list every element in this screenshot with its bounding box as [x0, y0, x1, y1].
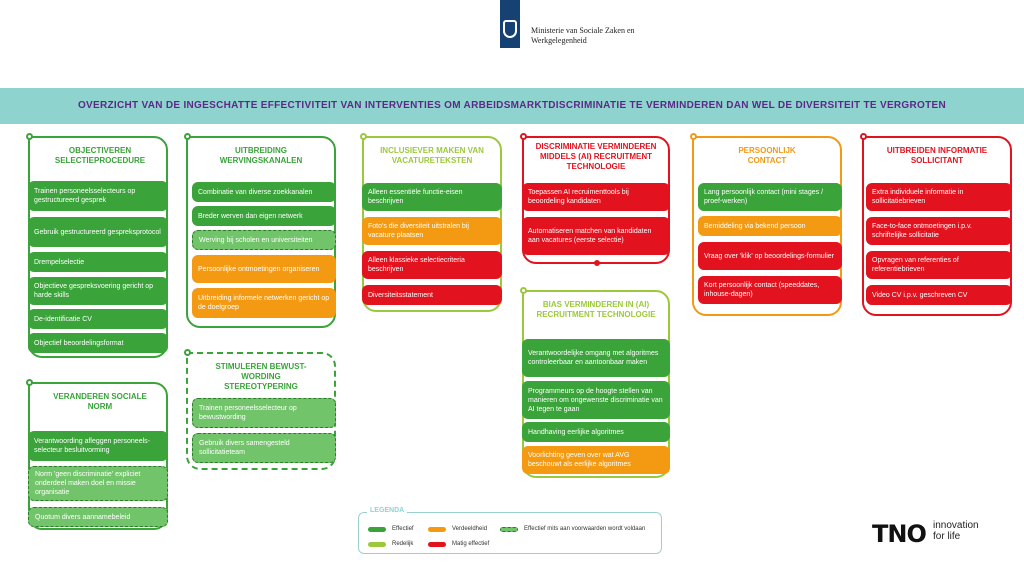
intervention-box: Lang persoonlijk contact (mini stages / proef-werken)	[698, 183, 842, 211]
intervention-box: Alleen essentiële functie-eisen beschrijven	[362, 183, 502, 211]
group-title-ai-discriminatie: DISCRIMINATIE VERMINDEREN MIDDELS (AI) RECRUITMENT TECHNOLOGIE	[535, 142, 657, 171]
frame-dot	[184, 133, 191, 140]
intervention-box: Programmeurs op de hoogte stellen van manieren om ongewenste discriminatie van AI tegen te gaan	[522, 381, 670, 419]
legend-label-matig: Matig effectief	[452, 541, 490, 547]
intervention-box: Objectief beoordelingsformat	[28, 333, 168, 353]
intervention-box: Opvragen van referenties of referentiebrieven	[866, 251, 1012, 279]
intervention-box: Breder werven dan eigen netwerk	[192, 206, 336, 226]
tno-tagline	[933, 520, 979, 542]
intervention-box: Toepassen AI recruimenttools bij beoordeling kandidaten	[522, 183, 670, 211]
intervention-box: Drempelselectie	[28, 252, 168, 272]
frame-dot	[26, 379, 33, 386]
intervention-box: Combinatie van diverse zoekkanalen	[192, 182, 336, 202]
intervention-box: Handhaving eerlijke algoritmes	[522, 422, 670, 442]
legend-swatch-verdeeldheid	[428, 527, 446, 532]
frame-dot	[520, 133, 527, 140]
intervention-box: Video CV i.p.v. geschreven CV	[866, 285, 1012, 305]
group-title-vacatureteksten: INCLUSIEVER MAKEN VAN VACATURETEKSTEN	[380, 146, 484, 165]
intervention-box: Diversiteitsstatement	[362, 285, 502, 305]
group-title-persoonlijk-contact: PERSOONLIJK CONTACT	[738, 146, 796, 165]
intervention-box: Gebruik gestructureerd gespreksprotocol	[28, 217, 168, 247]
legend-swatch-matig	[428, 542, 446, 547]
group-title-wervingskanalen: UITBREIDING WERVINGSKANALEN	[219, 146, 303, 165]
legend-swatch-redelijk	[368, 542, 386, 547]
intervention-box: Quotum divers aannamebeleid	[28, 507, 168, 527]
crest-icon	[503, 20, 517, 38]
intervention-box: Werving bij scholen en universiteiten	[192, 230, 336, 250]
group-title-objectiveren: OBJECTIVEREN SELECTIEPROCEDURE	[54, 146, 146, 165]
intervention-box: Verantwoording afleggen personeels-selecteur besluitvorming	[28, 431, 168, 461]
legend-label-effectief: Effectief	[392, 526, 414, 532]
intervention-box: Trainen personeelsselecteur op bewustwording	[192, 398, 336, 428]
banner-title: OVERZICHT VAN DE INGESCHATTE EFFECTIVITEIT VAN INTERVENTIES OM ARBEIDSMARKTDISCRIMINATIE TE VERMINDEREN DAN WEL DE DIVERSITEIT TE VERGROTEN	[77, 100, 947, 111]
ministry-line-1: Ministerie van Sociale Zaken en	[531, 26, 635, 35]
intervention-box: Vraag over 'klik' op beoordelings-formulier	[698, 242, 842, 270]
intervention-box: Uitbreiding informele netwerken gericht op de doelgroep	[192, 288, 336, 318]
ministry-name	[531, 26, 651, 46]
legend-swatch-effectief	[368, 527, 386, 532]
legend-label-redelijk: Redelijk	[392, 541, 414, 547]
frame-dot	[690, 133, 697, 140]
intervention-box: Gebruik divers samengesteld sollicitatieteam	[192, 433, 336, 463]
ministry-line-2: Werkgelegenheid	[531, 36, 587, 45]
frame-dot	[184, 349, 191, 356]
tagline-line-1: innovation	[933, 520, 979, 531]
legend-label-mits: Effectief mits aan voorwaarden wordt voldaan	[524, 526, 646, 532]
legend-box	[358, 512, 662, 554]
intervention-box: Face-to-face ontmoetingen i.p.v. schriftelijke sollicitatie	[866, 217, 1012, 245]
group-title-sociale-norm: VERANDEREN SOCIALE NORM	[53, 392, 147, 411]
tno-logo: TNO	[872, 520, 926, 548]
intervention-box: Persoonlijke ontmoetingen organiseren	[192, 255, 336, 283]
intervention-box: Alleen klassieke selectiecriteria beschrijven	[362, 251, 502, 279]
intervention-box: Voorlichting geven over wat AVG beschouwt als eerlijke algoritmes	[522, 446, 670, 474]
tagline-line-2: for life	[933, 531, 961, 542]
intervention-box: Norm 'geen discriminatie' expliciet onderdeel maken doel en missie organisatie	[28, 466, 168, 501]
frame-dot	[860, 133, 867, 140]
group-title-informatie-sollicitant: UITBREIDEN INFORMATIE SOLLICITANT	[886, 146, 988, 165]
intervention-box: Bemiddeling via bekend persoon	[698, 216, 842, 236]
frame-dot	[26, 133, 33, 140]
intervention-box: Verantwoordelijke omgang met algoritmes controleerbaar en aantoonbaar maken	[522, 339, 670, 377]
frame-end-dot	[594, 260, 600, 266]
frame-dot	[520, 287, 527, 294]
group-title-bias-ai: BIAS VERMINDEREN IN (AI) RECRUITMENT TECHNOLOGIE	[536, 300, 656, 319]
intervention-box: Foto's die diversiteit uitstralen bij vacature plaatsen	[362, 217, 502, 245]
intervention-box: Extra individuele informatie in sollicitatiebrieven	[866, 183, 1012, 211]
intervention-box: Kort persoonlijk contact (speeddates, inhouse-dagen)	[698, 276, 842, 304]
intervention-box: Trainen personeelsselecteurs op gestructureerd gesprek	[28, 181, 168, 211]
legend-label-verdeeldheid: Verdeeldheid	[452, 526, 488, 532]
intervention-box: Objectieve gespreksvoering gericht op harde skills	[28, 277, 168, 305]
legend-title: LEGENDA	[367, 507, 407, 514]
intervention-box: Automatiseren matchen van kandidaten aan vacatures (eerste selectie)	[522, 217, 670, 255]
legend-swatch-mits	[500, 527, 518, 532]
group-title-bewustwording: STIMULEREN BEWUST-WORDING STEREOTYPERING	[215, 362, 307, 391]
frame-dot	[360, 133, 367, 140]
intervention-box: De-identificatie CV	[28, 309, 168, 329]
